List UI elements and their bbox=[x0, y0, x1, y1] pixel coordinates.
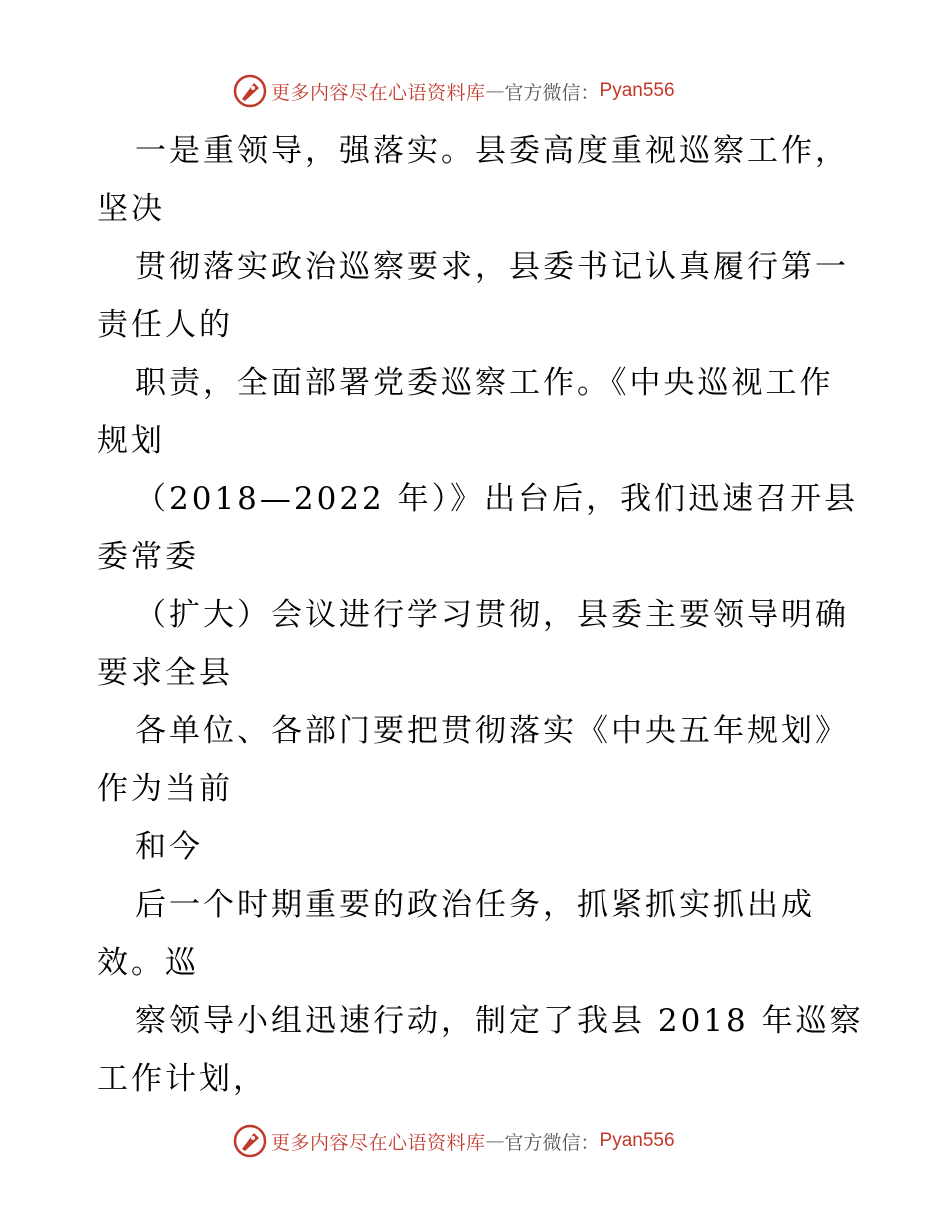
text-line: 贯彻落实政治巡察要求，县委书记认真履行第一 bbox=[135, 249, 849, 285]
banner-main-text: 更多内容尽在心语资料库 bbox=[271, 1131, 486, 1154]
text-line: 作为当前 bbox=[97, 771, 233, 807]
text-line: 察领导小组迅速行动，制定了我县 2018 年巡察 bbox=[135, 1003, 864, 1039]
footer-banner bbox=[233, 1124, 675, 1158]
text-line: 要求全县 bbox=[97, 655, 233, 691]
text-line: 和今 bbox=[135, 829, 203, 865]
body-paragraph bbox=[97, 122, 867, 1108]
text-line: 一是重领导，强落实。县委高度重视巡察工作， bbox=[135, 133, 849, 169]
text-line: 规划 bbox=[97, 423, 165, 459]
text-line: 坚决 bbox=[97, 191, 165, 227]
banner-account-id: Pyan556 bbox=[599, 1130, 675, 1151]
banner-wechat-label: 官方微信： bbox=[504, 1131, 600, 1154]
text-line: 各单位、各部门要把贯彻落实《中央五年规划》 bbox=[135, 713, 849, 749]
banner-main-text: 更多内容尽在心语资料库 bbox=[271, 81, 486, 104]
text-line: 责任人的 bbox=[97, 307, 233, 343]
header-banner bbox=[233, 74, 675, 108]
banner-wechat-label: 官方微信： bbox=[504, 81, 600, 104]
banner-separator: — bbox=[485, 80, 505, 102]
text-line: 后一个时期重要的政治任务，抓紧抓实抓出成 bbox=[135, 887, 815, 923]
text-line: 委常委 bbox=[97, 539, 199, 575]
text-line: 工作计划， bbox=[97, 1061, 267, 1097]
banner-separator: — bbox=[485, 1130, 505, 1152]
text-line: （扩大）会议进行学习贯彻，县委主要领导明确 bbox=[135, 597, 849, 633]
pen-nib-logo-icon bbox=[233, 1124, 267, 1158]
pen-nib-logo-icon bbox=[233, 74, 267, 108]
text-line: 效。巡 bbox=[97, 945, 199, 981]
text-line: 职责，全面部署党委巡察工作。《中央巡视工作 bbox=[135, 365, 834, 401]
banner-account-id: Pyan556 bbox=[599, 80, 675, 101]
text-line: （2018—2022 年）》出台后，我们迅速召开县 bbox=[135, 481, 859, 517]
